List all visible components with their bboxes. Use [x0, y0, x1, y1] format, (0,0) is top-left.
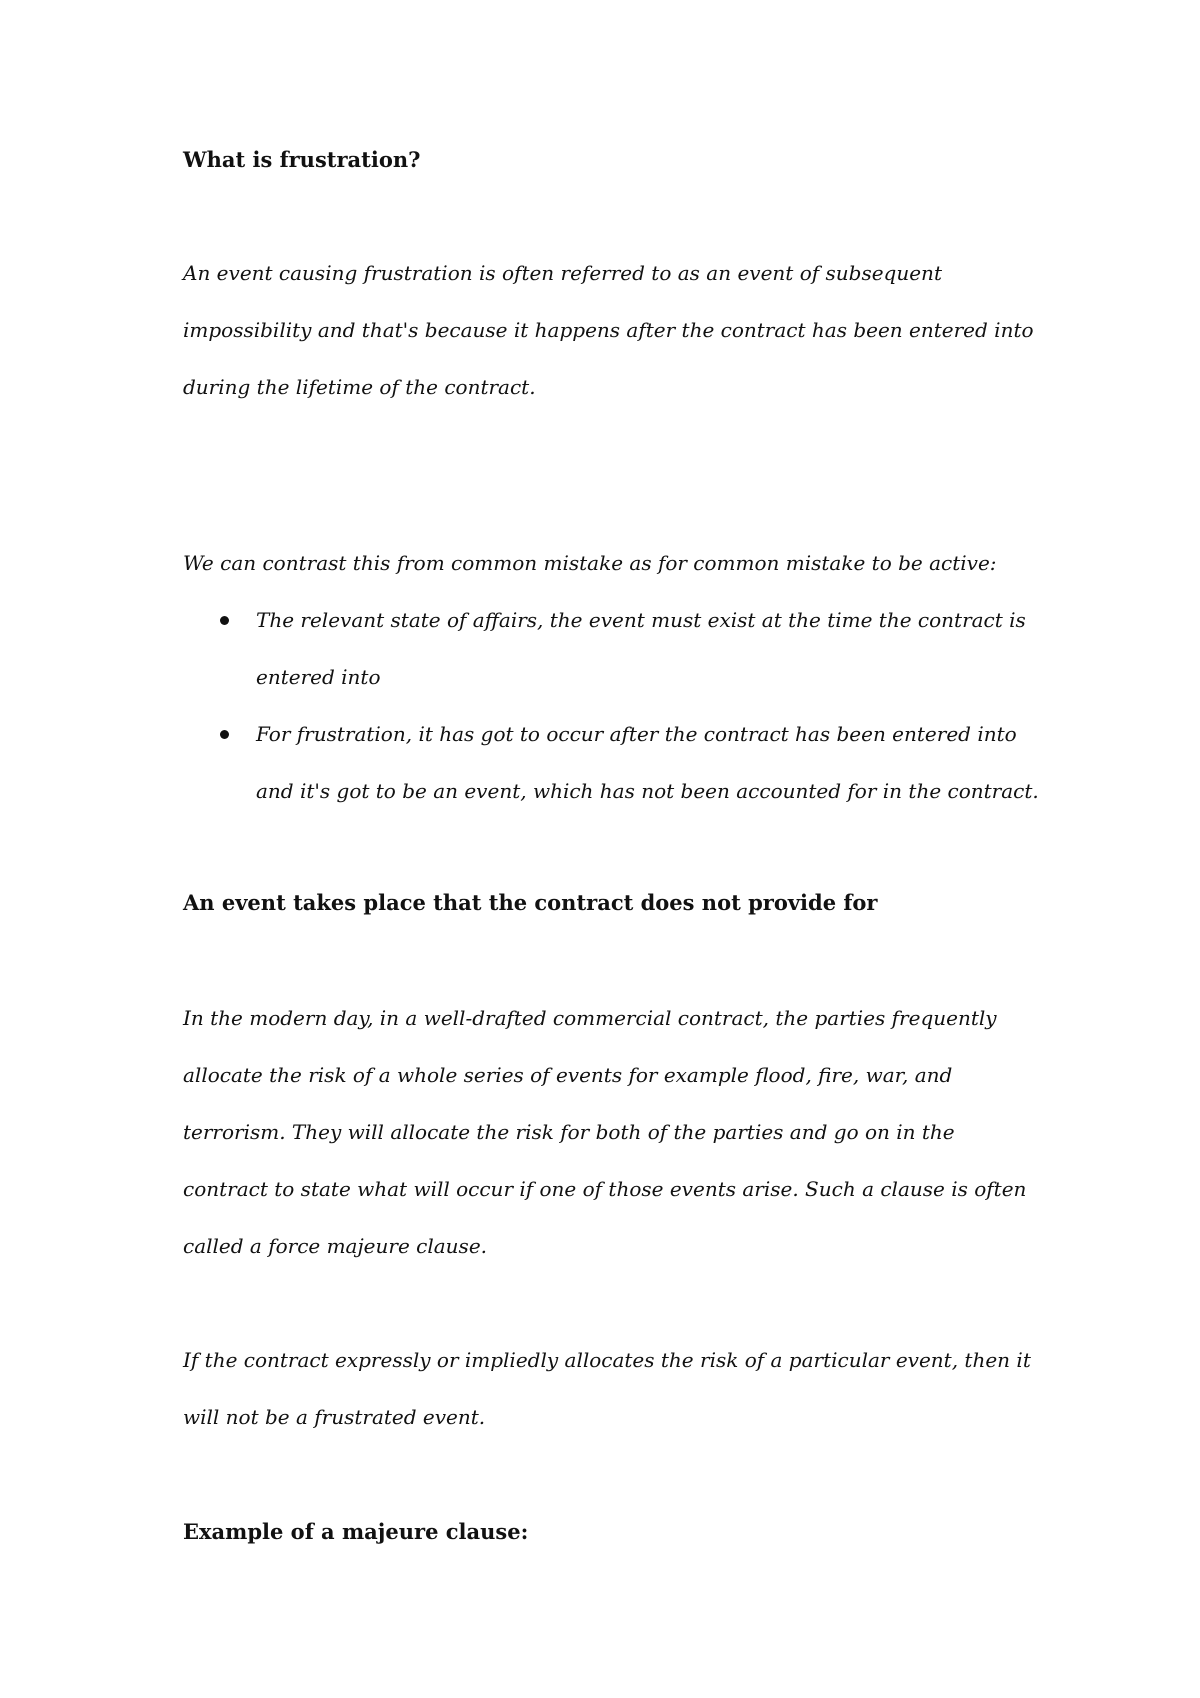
heading-majeure-clause-example: Example of a majeure clause:: [183, 1519, 529, 1544]
paragraph-line: In the modern day, in a well-drafted commercial contract, the parties frequently: [183, 1006, 997, 1030]
paragraph-line: We can contrast this from common mistake as for common mistake to be active:: [183, 551, 997, 575]
paragraph-contrast-common-mistake: [183, 535, 997, 592]
paragraph-line: An event causing frustration is often referred to as an event of subsequent: [183, 261, 942, 285]
bullet-line: and it's got to be an event, which has not been accounted for in the contract.: [256, 779, 1039, 803]
paragraph-line: allocate the risk of a whole series of events for example flood, fire, war, and: [183, 1063, 953, 1087]
paragraph-line: contract to state what will occur if one of those events arise. Such a clause is often: [183, 1177, 1027, 1201]
bullet-text: [256, 592, 1026, 706]
paragraph-force-majeure: [183, 990, 1026, 1275]
paragraph-line: If the contract expressly or impliedly allocates the risk of a particular event, then it: [183, 1348, 1031, 1372]
paragraph-risk-allocation: [183, 1332, 1031, 1446]
paragraph-line: impossibility and that's because it happens after the contract has been entered into: [183, 318, 1034, 342]
bullet-line: The relevant state of affairs, the event must exist at the time the contract is: [256, 608, 1026, 632]
bullet-text: [256, 706, 1039, 820]
bullet-line: entered into: [256, 665, 381, 689]
paragraph-subsequent-impossibility: [183, 245, 1034, 416]
bullet-point-icon: [220, 730, 229, 739]
paragraph-line: during the lifetime of the contract.: [183, 375, 536, 399]
paragraph-line: called a force majeure clause.: [183, 1234, 488, 1258]
heading-event-not-provided-for: An event takes place that the contract does not provide for: [183, 890, 878, 915]
paragraph-line: will not be a frustrated event.: [183, 1405, 486, 1429]
bullet-line: For frustration, it has got to occur after the contract has been entered into: [256, 722, 1017, 746]
heading-what-is-frustration: What is frustration?: [183, 147, 421, 172]
bullet-point-icon: [220, 616, 229, 625]
paragraph-line: terrorism. They will allocate the risk for both of the parties and go on in the: [183, 1120, 955, 1144]
